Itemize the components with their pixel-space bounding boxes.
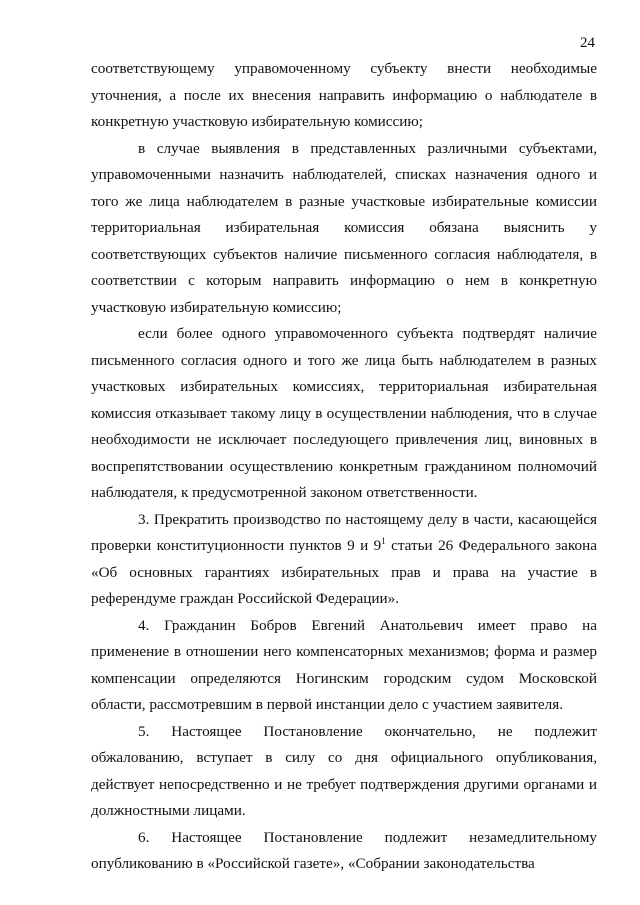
page-number: 24: [580, 35, 595, 51]
item-3-text-start: 3. Прекратить производство по настоящему делу в части, касающейся проверки конституционности пунктов 9 и 9: [91, 510, 597, 554]
paragraph-item-6-publication: 6. Настоящее Постановление подлежит незамедлительному опубликованию в «Российской газете», «Собрании законодательства: [91, 828, 597, 872]
item-3-superscript: 1: [381, 535, 386, 546]
paragraph-observer-clarification: соответствующему управомоченному субъекту внести необходимые уточнения, а после их внесения направить информацию о наблюдателе в конкретную участковую избирательную комиссию;: [91, 60, 597, 130]
paragraph-item-3-terminate-proceedings: [91, 507, 597, 613]
paragraph-refusal-of-observation: если более одного управомоченного субъекта подтвердят наличие письменного согласия одного и того же лица быть наблюдателем в разных участковых избирательных комиссиях, территориальная избирательная комиссия отказывает такому лицу в осуществлении наблюдения, что в случае необходимости не исключает последующего привлечения лиц, виновных в воспрепятствовании осуществлению конкретным гражданином полномочий наблюдателя, к предусмотренной законом ответственности.: [91, 325, 597, 501]
document-body: [91, 56, 597, 878]
paragraph-item-4-compensation: 4. Гражданин Бобров Евгений Анатольевич имеет право на применение в отношении него компенсаторных механизмов; форма и размер компенсации определяются Ногинским городским судом Московской области, рассмотревшим в первой инстанции дело с участием заявителя.: [91, 616, 597, 713]
paragraph-item-5-finality: 5. Настоящее Постановление окончательно, не подлежит обжалованию, вступает в силу со дня официального опубликования, действует непосредственно и не требует подтверждения другими органами и должностными лицами.: [91, 722, 597, 819]
item-3-text-end: статьи 26 Федерального закона «Об основных гарантиях избирательных прав и права на участие в референдуме граждан Российской Федерации».: [91, 537, 597, 607]
paragraph-different-subjects: в случае выявления в представленных различными субъектами, управомоченными назначить наблюдателей, списках назначения одного и того же лица наблюдателем в разные участковые избирательные комиссии территориальная избирательная комиссия обязана выяснить у соответствующих субъектов наличие письменного согласия наблюдателя, в соответствии с которым направить информацию о нем в конкретную участковую избирательную комиссию;: [91, 139, 597, 316]
